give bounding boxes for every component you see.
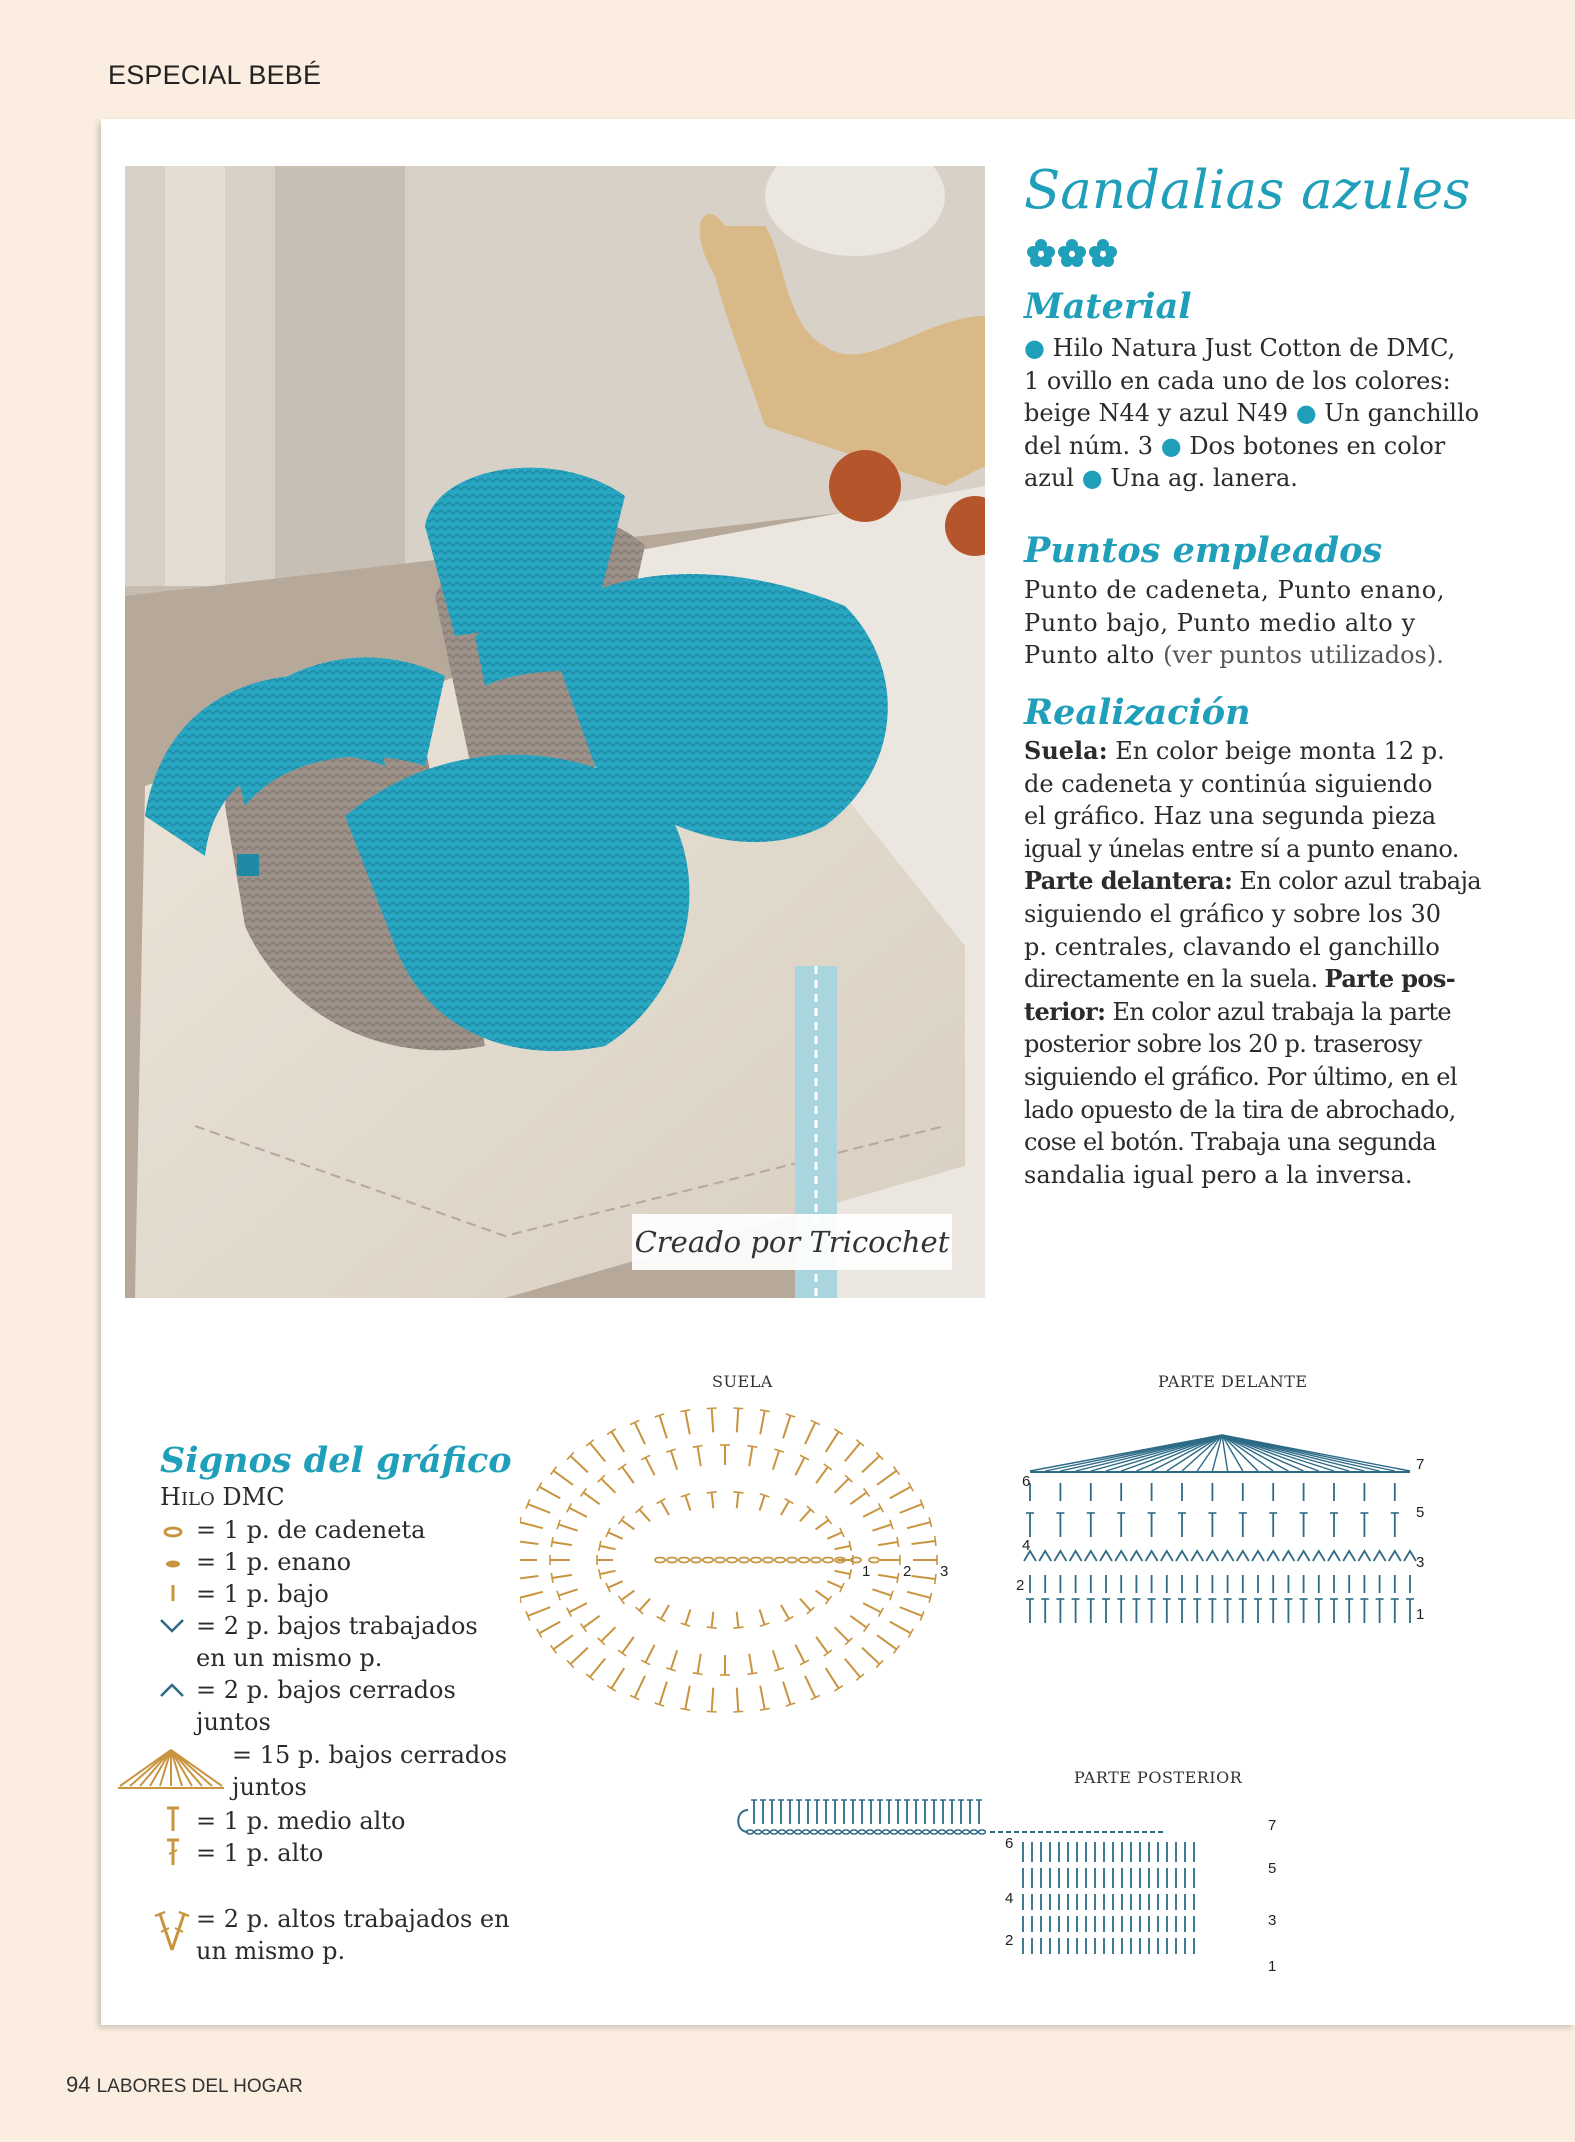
stitch-mark: [733, 1408, 743, 1409]
fan-decrease-icon: [116, 1746, 226, 1794]
stitch-mark: [795, 1645, 804, 1663]
chain-mark: [739, 1558, 749, 1563]
stitch-mark: [608, 1532, 623, 1539]
chain-mark: [819, 1830, 826, 1834]
chain-mark: [779, 1830, 786, 1834]
section-label: ESPECIAL BEBÉ: [108, 60, 322, 90]
chain-mark: [827, 1830, 834, 1834]
legend-item: en un mismo p.: [196, 1644, 383, 1672]
stitch-mark: [781, 1501, 789, 1515]
stitch-mark: [520, 1541, 538, 1544]
row-label: 3: [1416, 1554, 1425, 1571]
stitch-mark: [1222, 1551, 1234, 1561]
chain-mark: [915, 1830, 922, 1834]
stitch-mark: [816, 1467, 828, 1483]
stitch-mark: [635, 1676, 645, 1698]
stitch-mark: [849, 1569, 851, 1579]
stitch-mark: [1070, 1551, 1082, 1561]
stitch-mark: [552, 1542, 572, 1545]
chain-stitch-icon: [160, 1522, 188, 1542]
stitch-mark: [698, 1446, 701, 1466]
stitch-mark: [1085, 1551, 1097, 1561]
stitch-mark: [826, 1432, 839, 1452]
stitch-mark: [850, 1616, 866, 1628]
stitch-mark: [1161, 1551, 1173, 1561]
chart-title-suela: SUELA: [712, 1372, 773, 1391]
stitch-mark: [737, 1492, 739, 1508]
stitch-mark: [894, 1645, 900, 1653]
stitch-mark: [599, 1541, 601, 1551]
chain-mark: [869, 1558, 879, 1563]
stitch-mark: [601, 1479, 615, 1493]
stitch-mark: [890, 1622, 911, 1634]
difficulty-rating: [1026, 238, 1122, 272]
stitch-mark: [872, 1589, 891, 1595]
chain-mark: [963, 1830, 970, 1834]
row-label: 1: [1268, 1958, 1277, 1975]
stitch-mark: [580, 1624, 586, 1632]
stitch-mark: [1358, 1551, 1370, 1561]
stitch-mark: [552, 1575, 572, 1578]
material-text: ● Hilo Natura Just Cotton de DMC, 1 ovillo en cada uno de los colores: beige N44 y azul N49 ● Un ganchillo del núm. 3 ● Dos botones en color azul ● Una ag. lanera.: [1024, 334, 1480, 493]
stitch-mark: [661, 1501, 669, 1515]
stitch-mark: [795, 1458, 804, 1476]
stitch-mark: [639, 1599, 650, 1611]
stitch-mark: [569, 1508, 587, 1517]
chain-mark: [655, 1558, 665, 1563]
slip-stitch-icon: [160, 1554, 188, 1574]
chain-mark: [795, 1830, 802, 1834]
stitch-mark: [863, 1603, 881, 1612]
stitch-mark: [749, 1446, 752, 1466]
sandals-illustration: [125, 166, 985, 1298]
stitch-mark: [824, 1464, 832, 1470]
stitch-mark: [1328, 1551, 1340, 1561]
stitch-mark: [698, 1654, 701, 1674]
legend-item: un mismo p.: [196, 1937, 346, 1965]
decrease-icon: [158, 1680, 188, 1700]
stitch-mark: [897, 1537, 899, 1547]
suela-round-label: 3: [940, 1563, 949, 1580]
chain-mark: [811, 1830, 818, 1834]
stitch-mark: [760, 1708, 770, 1710]
stitch-mark: [618, 1464, 626, 1470]
stitch-mark: [618, 1650, 626, 1656]
legend-item: = 2 p. bajos trabajados: [196, 1612, 478, 1640]
stitch-mark: [570, 1456, 587, 1472]
chain-mark: [947, 1830, 954, 1834]
stitch-mark: [1176, 1551, 1188, 1561]
stitch-mark: [900, 1504, 922, 1513]
row-label: 2: [1005, 1932, 1014, 1949]
chain-mark: [823, 1558, 833, 1563]
row-label: 7: [1416, 1456, 1425, 1473]
stitch-mark: [890, 1487, 911, 1499]
stitch-mark: [835, 1479, 849, 1493]
stitch-mark: [737, 1612, 739, 1628]
stitch-mark: [894, 1467, 900, 1475]
stitch-mark: [599, 1569, 601, 1579]
stitch-mark: [737, 1688, 739, 1712]
chain-mark: [799, 1558, 809, 1563]
stitch-mark: [611, 1668, 624, 1688]
chain-mark: [751, 1558, 761, 1563]
stitch-mark: [907, 1522, 930, 1528]
stitch-mark: [712, 1612, 714, 1628]
chain-mark: [787, 1830, 794, 1834]
stitch-mark: [834, 1429, 842, 1434]
stitch-mark: [553, 1635, 572, 1649]
stitch-mark: [800, 1599, 811, 1611]
stitch-mark: [611, 1432, 624, 1452]
row-label: 2: [1016, 1577, 1025, 1594]
stitch-mark: [877, 1635, 896, 1649]
stitch-mark: [834, 1686, 842, 1691]
stitch-mark: [827, 1581, 842, 1588]
stitch-mark: [747, 1673, 757, 1675]
stitch-mark: [1054, 1551, 1066, 1561]
stitch-mark: [520, 1576, 538, 1579]
suela-round-label: 2: [903, 1563, 912, 1580]
stitch-mark: [619, 1596, 625, 1604]
stitch-mark: [897, 1573, 899, 1583]
chain-mark: [787, 1558, 797, 1563]
stitch-mark: [864, 1624, 870, 1632]
stitch-mark: [878, 1542, 898, 1545]
suela-round-label: 1: [862, 1563, 871, 1580]
stitch-mark: [600, 1546, 616, 1549]
stitch-mark: [1343, 1551, 1355, 1561]
realizacion-heading: Realización: [1024, 692, 1251, 733]
stitch-mark: [835, 1571, 851, 1574]
stitch-mark: [1146, 1551, 1158, 1561]
stitch-mark: [528, 1504, 550, 1513]
legend-item: = 1 p. enano: [196, 1548, 352, 1576]
stitch-mark: [816, 1520, 829, 1529]
chain-mark: [775, 1558, 785, 1563]
chain-mark: [771, 1830, 778, 1834]
half-double-icon: [160, 1804, 188, 1834]
stitch-mark: [1389, 1551, 1401, 1561]
stitch-mark: [816, 1591, 829, 1600]
stitch-mark: [747, 1446, 757, 1448]
chain-mark: [715, 1558, 725, 1563]
stitch-mark: [1100, 1551, 1112, 1561]
page-footer: 94 LABORES DEL HOGAR: [66, 2072, 303, 2097]
stitch-mark: [646, 1458, 655, 1476]
chain-mark: [851, 1830, 858, 1834]
chain-mark: [835, 1830, 842, 1834]
stitch-mark: [646, 1645, 655, 1663]
stitch-mark: [608, 1581, 623, 1588]
stitch-mark: [845, 1443, 860, 1461]
row-label: 6: [1022, 1473, 1031, 1490]
stitch-mark: [816, 1637, 828, 1653]
stitch-mark: [707, 1711, 717, 1712]
stitch-mark: [607, 1686, 615, 1691]
stitch-mark: [733, 1627, 743, 1628]
chain-mark: [907, 1830, 914, 1834]
stitch-mark: [693, 1446, 703, 1448]
stitch-mark: [935, 1574, 936, 1584]
chain-mark: [859, 1830, 866, 1834]
stitch-mark: [607, 1429, 615, 1434]
chain-mark: [939, 1830, 946, 1834]
row-label: 6: [1005, 1835, 1014, 1852]
stitch-mark: [685, 1686, 689, 1710]
stitch-mark: [520, 1522, 543, 1528]
row-label: 5: [1268, 1860, 1277, 1877]
stitch-mark: [781, 1605, 789, 1619]
row-label: 7: [1268, 1817, 1277, 1834]
stitch-mark: [621, 1591, 634, 1600]
stitch-mark: [826, 1668, 839, 1688]
stitch-mark: [553, 1471, 572, 1485]
stitch-mark: [805, 1422, 815, 1444]
stitch-mark: [685, 1495, 690, 1510]
legend-item: = 1 p. bajo: [196, 1580, 329, 1608]
stitch-mark: [824, 1650, 832, 1656]
increase-icon: [158, 1616, 188, 1636]
stitch-mark: [1313, 1551, 1325, 1561]
stitch-mark: [661, 1605, 669, 1619]
stitch-mark: [693, 1673, 703, 1675]
stitch-mark: [1039, 1551, 1051, 1561]
chain-mark: [891, 1830, 898, 1834]
stitch-mark: [773, 1650, 779, 1669]
material-heading: Material: [1024, 286, 1192, 327]
stitch-mark: [619, 1516, 625, 1524]
stitch-mark: [551, 1537, 553, 1547]
stitch-mark: [1252, 1551, 1264, 1561]
stitch-mark: [659, 1415, 666, 1438]
stitch-mark: [863, 1508, 881, 1517]
stitch-mark: [569, 1603, 587, 1612]
stitch-mark: [590, 1659, 605, 1677]
chain-mark: [763, 1830, 770, 1834]
stitch-mark: [760, 1411, 764, 1435]
stitch-mark: [539, 1622, 560, 1634]
stitch-mark: [528, 1607, 550, 1616]
product-photo: [125, 166, 985, 1298]
stitch-mark: [601, 1627, 615, 1641]
row-label: 4: [1005, 1890, 1014, 1907]
stitch-mark: [551, 1573, 553, 1583]
stitch-mark: [1206, 1551, 1218, 1561]
stitch-mark: [1374, 1551, 1386, 1561]
stitch-mark: [733, 1492, 743, 1493]
stitch-mark: [862, 1648, 879, 1664]
stitch-mark: [760, 1686, 764, 1710]
stitch-mark: [760, 1495, 765, 1510]
stitch-mark: [707, 1408, 717, 1409]
stitch-mark: [671, 1650, 677, 1669]
chain-mark: [875, 1830, 882, 1834]
stitch-mark: [551, 1467, 557, 1475]
stitch-mark: [680, 1708, 690, 1710]
photo-credit: Creado por Tricochet: [632, 1214, 952, 1270]
stitch-mark: [685, 1609, 690, 1624]
stitch-mark: [1130, 1551, 1142, 1561]
chain-mark: [755, 1830, 762, 1834]
chain-mark: [667, 1558, 677, 1563]
stitch-mark: [783, 1415, 790, 1438]
legend-item: = 1 p. medio alto: [196, 1807, 406, 1835]
stitch-mark: [872, 1524, 891, 1530]
legend-item: juntos: [196, 1708, 271, 1736]
stitch-mark: [850, 1492, 866, 1504]
legend-item: = 1 p. de cadeneta: [196, 1516, 426, 1544]
stitch-mark: [862, 1456, 879, 1472]
stitch-mark: [712, 1408, 714, 1432]
chain-mark: [763, 1558, 773, 1563]
chain-mark: [931, 1830, 938, 1834]
double-increase-icon: [154, 1908, 190, 1954]
stitch-mark: [783, 1682, 790, 1705]
stitch-mark: [622, 1637, 634, 1653]
stitch-mark: [583, 1492, 599, 1504]
chain-mark: [803, 1830, 810, 1834]
delante-stitch-chart: [1000, 1425, 1460, 1645]
stitch-mark: [685, 1411, 689, 1435]
chain-mark: [691, 1558, 701, 1563]
row-label: 5: [1416, 1504, 1425, 1521]
realizacion-text: Suela: En color beige monta 12 p. de cadeneta y continúa siguiendo el gráfico. Haz una segunda pieza igual y únelas entre sí a punto enano. Parte delantera: En color azul trabaja siguiendo el gráfico y sobre los 30 p. centrales, clavando el ganchillo directamente en la suela. Parte pos- terior: En color azul trabaja la parte posterior sobre los 20 p. traserosy siguiendo el gráfico. Por último, en el lado opuesto de la tira de abrochado, cose el botón. Trabaja una segunda sandalia igual pero a la inversa.: [1024, 736, 1482, 1189]
stitch-mark: [707, 1492, 717, 1493]
legend-subtitle: HILO DMC: [160, 1483, 285, 1511]
stitch-mark: [600, 1571, 616, 1574]
stitch-mark: [733, 1711, 743, 1712]
stitch-mark: [907, 1592, 930, 1598]
legend-item: = 1 p. alto: [196, 1839, 324, 1867]
stitch-mark: [1267, 1551, 1279, 1561]
stitch-mark: [707, 1627, 717, 1628]
stitch-mark: [845, 1659, 860, 1677]
legend-title: Signos del gráfico: [160, 1440, 512, 1481]
stitch-mark: [805, 1676, 815, 1698]
stitch-mark: [559, 1524, 578, 1530]
stitch-mark: [773, 1451, 779, 1470]
legend-item: = 15 p. bajos cerrados: [232, 1741, 508, 1769]
chain-mark: [971, 1830, 978, 1834]
chain-mark: [867, 1830, 874, 1834]
legend-item: = 2 p. altos trabajados en: [196, 1905, 510, 1933]
row-label: 4: [1022, 1537, 1031, 1554]
stitch-mark: [849, 1541, 851, 1551]
stitch-mark: [835, 1546, 851, 1549]
stitch-mark: [583, 1616, 599, 1628]
chart-title-posterior: PARTE POSTERIOR: [1074, 1768, 1243, 1787]
legend-item: = 2 p. bajos cerrados: [196, 1676, 456, 1704]
stitch-mark: [760, 1410, 770, 1412]
stitch-mark: [639, 1509, 650, 1521]
stitch-mark: [1298, 1551, 1310, 1561]
stitch-mark: [935, 1536, 936, 1546]
strap-turn-mark: [738, 1810, 748, 1832]
stitch-mark: [878, 1575, 898, 1578]
chain-mark: [703, 1558, 713, 1563]
stitch-mark: [671, 1451, 677, 1470]
stitch-mark: [520, 1592, 543, 1598]
chain-mark: [883, 1830, 890, 1834]
posterior-stitch-chart: [730, 1780, 1290, 1980]
stitch-mark: [621, 1520, 634, 1529]
stitch-mark: [659, 1682, 666, 1705]
stitch-mark: [826, 1596, 832, 1604]
stitch-mark: [827, 1532, 842, 1539]
stitch-mark: [737, 1408, 739, 1432]
stitch-mark: [680, 1410, 690, 1412]
row-label: 3: [1268, 1912, 1277, 1929]
stitch-mark: [800, 1509, 811, 1521]
stitch-mark: [712, 1492, 714, 1508]
stitch-mark: [1404, 1551, 1416, 1561]
stitch-mark: [1237, 1551, 1249, 1561]
stitch-mark: [912, 1576, 936, 1579]
stitch-mark: [590, 1443, 605, 1461]
stitch-mark: [559, 1589, 578, 1595]
stitch-mark: [580, 1488, 586, 1496]
pattern-title: Sandalias azules: [1024, 160, 1471, 221]
double-crochet-icon: [160, 1836, 188, 1868]
stitch-mark: [877, 1471, 896, 1485]
stitch-mark: [864, 1488, 870, 1496]
stitch-mark: [570, 1648, 587, 1664]
stitch-mark: [551, 1645, 557, 1653]
stitch-mark: [712, 1688, 714, 1712]
chain-mark: [811, 1558, 821, 1563]
stitch-mark: [1282, 1551, 1294, 1561]
chart-title-delante: PARTE DELANTE: [1158, 1372, 1308, 1391]
chain-mark: [679, 1558, 689, 1563]
stitch-mark: [826, 1516, 832, 1524]
stitch-mark: [622, 1467, 634, 1483]
chain-mark: [923, 1830, 930, 1834]
stitch-mark: [635, 1422, 645, 1444]
chain-mark: [979, 1830, 986, 1834]
stitch-mark: [760, 1609, 765, 1624]
stitch-mark: [835, 1627, 849, 1641]
puntos-heading: Puntos empleados: [1024, 530, 1383, 571]
stitch-mark: [1191, 1551, 1203, 1561]
chain-mark: [843, 1830, 850, 1834]
stitch-mark: [539, 1487, 560, 1499]
chain-mark: [955, 1830, 962, 1834]
legend-item: juntos: [232, 1773, 307, 1801]
stitch-mark: [900, 1607, 922, 1616]
stitch-mark: [749, 1654, 752, 1674]
puntos-text: Punto de cadeneta, Punto enano, Punto bajo, Punto medio alto y Punto alto (ver puntos utilizados).: [1024, 576, 1446, 670]
single-crochet-icon: [160, 1582, 188, 1604]
row-label: 1: [1416, 1606, 1425, 1623]
stitch-mark: [912, 1541, 936, 1544]
stitch-mark: [1115, 1551, 1127, 1561]
chain-mark: [727, 1558, 737, 1563]
chain-mark: [899, 1830, 906, 1834]
